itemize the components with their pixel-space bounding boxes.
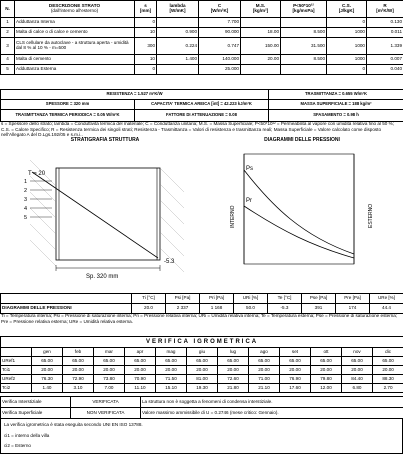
layer-s: 10 (135, 55, 157, 65)
verifica-value: 65.00 (156, 357, 187, 366)
checks-body (1, 397, 403, 419)
col-s: s [mm] (135, 1, 157, 18)
verifica-value: 20.00 (218, 366, 249, 375)
month-header: apr (125, 348, 156, 357)
layer-cs: 0 (327, 65, 367, 75)
verifica-row (1, 366, 403, 375)
verifica-value: 20.00 (156, 366, 187, 375)
pressure-header-cell: URi [%] (234, 294, 268, 304)
verifica-value: 1.40 (32, 384, 63, 393)
verifica-value: 81.00 (187, 375, 218, 384)
layer-r: 1.339 (367, 38, 403, 55)
verifica-value: 65.00 (32, 357, 63, 366)
verifica-row (1, 384, 403, 393)
verifica-value: 71.00 (249, 375, 280, 384)
verifica-value: 76.90 (280, 375, 311, 384)
summary-table (0, 89, 403, 122)
layer-cs: 1000 (327, 28, 367, 38)
pr-label: Pr (246, 198, 252, 204)
thickness-label: Sp. 320 mm (86, 274, 119, 280)
layers-legend: s = Spessore dello strato; lambda = Conduttività termica del materiale; C = Conduttanza unitaria; M.S. = Massa Superficiale; P<50*10¹² = Permeabilità al vapore con umidità relativa fino al 50 %; C.S. = Calore Specifico; R = Resistenza termica dei singoli strati; Resistenza - Trasmittanza = Valori di resistenza e trasmittanza reali; Massa Superficiale = Valore calcolato come disposto nell'Allegato A del D.Lgs.192/05 e s.m.i.. (1, 121, 394, 138)
verifica-value: 65.00 (94, 357, 125, 366)
temperature-inside: T = 20 (28, 171, 46, 177)
month-header: ott (311, 348, 342, 357)
pressure-table (0, 293, 403, 314)
footer-notes (0, 418, 403, 454)
layer-lambda: 1.400 (157, 55, 199, 65)
layer-p (281, 18, 327, 28)
layer-ms: 20.00 (241, 55, 281, 65)
check-note: Valore massimo ammissibile di U = 0.2746 (mese critico: Gennaio). (141, 408, 403, 419)
layer-c: 140.000 (199, 55, 241, 65)
layer-desc: Malta di cemento (15, 55, 135, 65)
verifica-corner (1, 348, 32, 357)
verifica-value: 7.00 (94, 384, 125, 393)
verifica-value: 20.00 (125, 366, 156, 375)
verifica-body (1, 357, 403, 393)
pressure-header-cell: Pre [Pa] (336, 294, 370, 304)
layers-table (0, 0, 403, 75)
verifica-value: 15.10 (156, 384, 187, 393)
layer-s: 300 (135, 38, 157, 55)
ps-label: Ps (246, 166, 254, 172)
col-ms: M.S. [kg/m²] (241, 1, 281, 18)
interno-label: INTERNO (230, 205, 236, 228)
verifica-value: 20.00 (187, 366, 218, 375)
layer-r: 0.007 (367, 55, 403, 65)
layer-c: 0.747 (199, 38, 241, 55)
month-header: mag (156, 348, 187, 357)
pressure-legend: Ti = Temperatura interna; Psi = Pressione di saturazione interna; Pri = Pressione relativa interna; URi = Umidità relativa interna; Te = Temperatura esterna; Pse = Pressione di saturazione esterna; Pre = Pressione relativa esterna; URe = Umidità relativa esterna. (1, 313, 398, 324)
stratigrafia-diagram (22, 146, 192, 288)
verifica-value: 71.50 (156, 375, 187, 384)
capacita-termica: CAPACITA' TERMICA AREICA [int] = 42.223 kJ/m²K (135, 100, 269, 110)
layer-desc: Adduttanza Interna (15, 18, 135, 28)
relative-pressure-curve (244, 206, 354, 258)
layer-lambda: 0.900 (157, 28, 199, 38)
resistenza: RESISTENZA = 1.527 m²K/W (1, 90, 269, 100)
footer-norm: La verifica igrometrica è stata eseguita secondo UNI EN ISO 13788. (4, 422, 143, 427)
verifica-row-label: Tci1 (1, 366, 32, 375)
col-n: N. (1, 1, 15, 18)
verifica-value: 65.00 (187, 357, 218, 366)
verifica-value: 65.00 (373, 357, 403, 366)
pressure-header-cell: Pse [Pa] (302, 294, 336, 304)
layer-s: 0 (135, 18, 157, 28)
month-header: ago (249, 348, 280, 357)
pressure-value: 50.0 (234, 304, 268, 314)
pressioni-diagram (212, 146, 392, 288)
layer-label-2: 2 (24, 188, 28, 194)
layer-r: 0.040 (367, 65, 403, 75)
col-p: P<50*10¹² [kg/msPa] (281, 1, 327, 18)
verifica-value: 20.00 (280, 366, 311, 375)
layer-desc: Adduttanza Esterna (15, 65, 135, 75)
verifica-value: 20.00 (373, 366, 403, 375)
layer-n: 4 (1, 55, 15, 65)
layer-c: 7.700 (199, 18, 241, 28)
verifica-value: 65.00 (125, 357, 156, 366)
col-desc: DESCRIZIONE STRATO (dall'interno all'esterno) (15, 1, 135, 18)
verifica-value: 65.00 (342, 357, 373, 366)
pressure-value: 2 337 (166, 304, 200, 314)
layer-desc: Malta di calce o di calce e cemento (15, 28, 135, 38)
pressure-value: 1 168 (200, 304, 234, 314)
check-row (1, 408, 403, 419)
section-hatch (30, 160, 184, 272)
month-header: nov (342, 348, 373, 357)
month-header: lug (218, 348, 249, 357)
layer-ms (241, 18, 281, 28)
layer-row (1, 38, 403, 55)
verifica-row-label: URef2 (1, 375, 32, 384)
month-header: giu (187, 348, 218, 357)
verifica-value: 20.00 (342, 366, 373, 375)
verifica-value: 84.40 (342, 375, 373, 384)
pressure-header-cell: Ti [°C] (132, 294, 166, 304)
verifica-value: 70.90 (125, 375, 156, 384)
month-header: dic (373, 348, 403, 357)
verifica-value: 20.00 (249, 366, 280, 375)
verifica-value: 21.10 (249, 384, 280, 393)
pressure-header-cell (1, 294, 132, 304)
pressure-value: 44.4 (370, 304, 403, 314)
footer-ci1: ci1 = interno della villa (4, 433, 50, 438)
verifica-row (1, 357, 403, 366)
verifica-value: 17.60 (280, 384, 311, 393)
pressure-header-row (1, 294, 403, 304)
layer-r: 0.011 (367, 28, 403, 38)
verifica-row-label: Tci2 (1, 384, 32, 393)
layer-label-5: 5 (24, 215, 28, 221)
verifica-value: 79.80 (311, 375, 342, 384)
layer-row (1, 28, 403, 38)
pressure-header-cell: Psi [Pa] (166, 294, 200, 304)
massa-superficiale: MASSA SUPERFICIALE = 188 kg/m² (269, 100, 403, 110)
month-header: gen (32, 348, 63, 357)
wall-section (56, 168, 160, 260)
pressure-value: 20.0 (132, 304, 166, 314)
sfasamento: SFASAMENTO = 0.98 h (269, 110, 403, 122)
verifica-title: VERIFICA IGROMETRICA (1, 337, 403, 348)
verifica-value: 65.00 (63, 357, 94, 366)
layer-s: 10 (135, 28, 157, 38)
trasmittanza: TRASMITTANZA = 0.655 W/m²K (269, 90, 403, 100)
verifica-value: 12.00 (311, 384, 342, 393)
verifica-value: 2.70 (373, 384, 403, 393)
layer-cs: 1000 (327, 38, 367, 55)
layer-p: 8.500 (281, 28, 327, 38)
pressure-header-cell: Pri [Pa] (200, 294, 234, 304)
checks-table (0, 396, 403, 419)
verifica-value: 72.60 (218, 375, 249, 384)
pressure-header-cell: URe [%] (370, 294, 403, 304)
check-label: Verifica Superficiale (1, 408, 71, 419)
layer-n: 5 (1, 65, 15, 75)
layer-desc: CLS cellulare da autoclave - a struttura aperta - umidità dal 8 % al 10 % - m=500 (15, 38, 135, 55)
check-row (1, 397, 403, 408)
layer-row (1, 18, 403, 28)
layer-c: 90.000 (199, 28, 241, 38)
layer-ms: 18.00 (241, 28, 281, 38)
trasmittanza-periodica: TRASMITTANZA TERMICA PERIODICA = 0.05 W/m²K (1, 110, 135, 122)
temperature-outside: -5.3 (164, 259, 175, 265)
check-label: Verifica Interstiziale (1, 397, 71, 408)
layer-c: 25.000 (199, 65, 241, 75)
pressure-row-label: DIAGRAMMI DELLE PRESSIONI (1, 304, 132, 314)
verifica-months-row (1, 348, 403, 357)
verifica-row (1, 375, 403, 384)
verifica-value: 20.00 (32, 366, 63, 375)
check-note: La struttura non è soggetta a fenomeni di condensa interstiziale. (141, 397, 403, 408)
layer-s: 0 (135, 65, 157, 75)
pressure-header-cell: Te [°C] (268, 294, 302, 304)
layer-label-3: 3 (24, 197, 28, 203)
pressure-value: 391 (302, 304, 336, 314)
verifica-value: 88.30 (373, 375, 403, 384)
verifica-value: 20.00 (63, 366, 94, 375)
layer-p: 8.500 (281, 55, 327, 65)
saturation-pressure-curve (244, 170, 354, 254)
layer-row (1, 65, 403, 75)
col-cs: C.S. [J/kgK] (327, 1, 367, 18)
check-status: VERIFICATA (71, 397, 141, 408)
layer-cs: 1000 (327, 55, 367, 65)
verifica-value: 65.00 (311, 357, 342, 366)
month-header: set (280, 348, 311, 357)
layer-row (1, 55, 403, 65)
stratigrafia-title: STRATIGRAFIA STRUTTURA (70, 137, 140, 143)
verifica-value: 73.80 (94, 375, 125, 384)
layer-lambda (157, 65, 199, 75)
verifica-value: 21.80 (218, 384, 249, 393)
month-header: feb (63, 348, 94, 357)
layer-lambda: 0.224 (157, 38, 199, 55)
pressure-value: -5.3 (268, 304, 302, 314)
layer-n: 2 (1, 28, 15, 38)
layer-p: 31.500 (281, 38, 327, 55)
verifica-value: 20.00 (311, 366, 342, 375)
layer-label-1: 1 (24, 179, 28, 185)
verifica-value: 20.00 (94, 366, 125, 375)
verifica-row-label: URef1 (1, 357, 32, 366)
verifica-value: 19.30 (187, 384, 218, 393)
layer-label-4: 4 (24, 206, 28, 212)
layer-r: 0.130 (367, 18, 403, 28)
verifica-table (0, 336, 403, 393)
check-status: NON VERIFICATA (71, 408, 141, 419)
layer-lambda (157, 18, 199, 28)
pressioni-title: DIAGRAMMI DELLE PRESSIONI (264, 137, 340, 143)
layer-n: 3 (1, 38, 15, 55)
layers-header-row (1, 1, 403, 18)
layer-ms: 150.00 (241, 38, 281, 55)
verifica-value: 65.00 (280, 357, 311, 366)
verifica-value: 76.30 (32, 375, 63, 384)
verifica-value: 72.90 (63, 375, 94, 384)
col-r: R [m²K/W] (367, 1, 403, 18)
fattore-attenuazione: FATTORE DI ATTENUAZIONE = 0.08 (135, 110, 269, 122)
spessore: SPESSORE = 320 mm (1, 100, 135, 110)
month-header: mar (94, 348, 125, 357)
verifica-value: 65.00 (218, 357, 249, 366)
layer-n: 1 (1, 18, 15, 28)
verifica-value: 6.80 (342, 384, 373, 393)
footer-ci2: ci2 = Esterno (4, 443, 31, 448)
col-lambda: lambda [W/mK] (157, 1, 199, 18)
verifica-value: 65.00 (249, 357, 280, 366)
verifica-value: 3.10 (63, 384, 94, 393)
pressure-value: 174 (336, 304, 370, 314)
pressure-value-row (1, 304, 403, 314)
layer-cs: 0 (327, 18, 367, 28)
col-c: C [W/m²K] (199, 1, 241, 18)
layer-p (281, 65, 327, 75)
verifica-value: 11.10 (125, 384, 156, 393)
esterno-label: ESTERNO (368, 203, 374, 228)
layers-body (1, 18, 403, 75)
layer-ms (241, 65, 281, 75)
